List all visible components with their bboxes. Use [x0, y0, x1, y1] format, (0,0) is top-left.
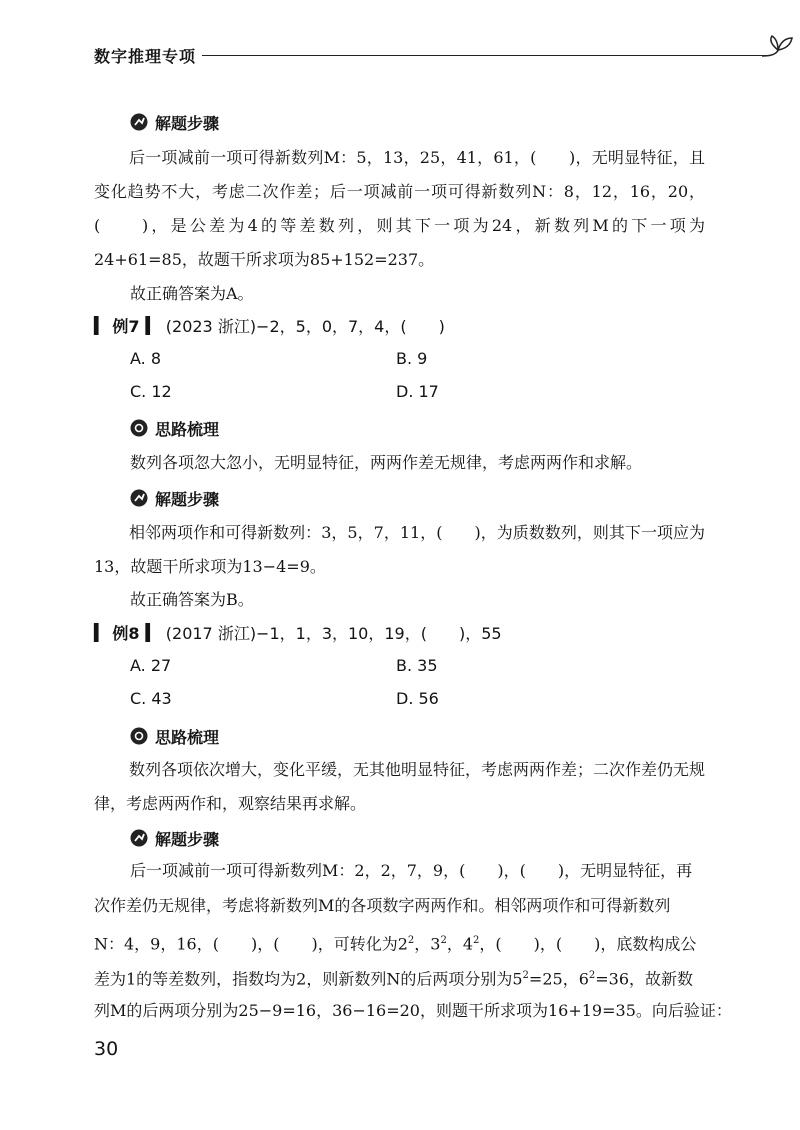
- thinking-text: 数列各项忽大忽小，无明显特征，两两作差无规律，考虑两两作和求解。: [130, 453, 643, 472]
- example-8-question: ▍ 例8 ▍ (2017 浙江)−1，1，3，10，19，( )，55: [94, 622, 502, 643]
- page-number: 30: [94, 1038, 119, 1060]
- option-d: D. 56: [396, 689, 439, 708]
- option-b: B. 9: [396, 349, 428, 368]
- solution-line: 后一项减前一项可得新数列M：2，2，7，9，( )，( )，无明显特征，再: [130, 861, 693, 880]
- example-7-question: ▍ 例7 ▍ (2023 浙江)−2，5，0，7，4，( ): [94, 315, 445, 336]
- header-rule: [202, 55, 767, 56]
- thinking-text: 数列各项依次增大，变化平缓，无其他明显特征，考虑两两作差；二次作差仍无规律，考虑两两作和，观察结果再求解。: [94, 760, 706, 813]
- answer-line: 故正确答案为A。: [130, 284, 254, 303]
- solution-line: 次作差仍无规律，考虑将新数列M的各项数字两两作和。相邻两项作和可得新数列: [94, 896, 671, 915]
- option-b: B. 35: [396, 656, 438, 675]
- steps-icon: [130, 829, 148, 847]
- solution-line: N：4，9，16，( )，( )，可转化为$2^2$，$3^2$，$4^2$，( )，( )，底数构成公: [94, 934, 697, 954]
- option-c: C. 43: [130, 689, 172, 708]
- gear-icon: [130, 727, 148, 745]
- solution-paragraph: 相邻两项作和可得新数列：3，5，7，11，( )，为质数数列，则其下一项应为13，故题干所求项为13−4=9。: [94, 523, 705, 576]
- gear-icon: [130, 419, 148, 437]
- header-title: 数字推理专项: [94, 47, 197, 66]
- solution-steps-heading: 解题步骤: [130, 826, 219, 850]
- solution-steps-heading: 解题步骤: [130, 486, 219, 510]
- sprout-icon: [758, 32, 798, 64]
- solution-line: 差为1的等差数列，指数均为2，则新数列N的后两项分别为$5^2=25$，$6^2=36$，故新数: [94, 969, 694, 989]
- running-header: [94, 40, 714, 68]
- solution-steps-heading: 解题步骤: [130, 110, 219, 134]
- solution-line: 列M的后两项分别为25−9=16，36−16=20，则题干所求项为16+19=35。向后验证：: [94, 1001, 732, 1020]
- option-d: D. 17: [396, 382, 439, 401]
- answer-line: 故正确答案为B。: [130, 590, 254, 609]
- thinking-heading: 思路梳理: [130, 724, 219, 748]
- option-a: A. 8: [130, 349, 162, 368]
- option-a: A. 27: [130, 656, 172, 675]
- steps-icon: [130, 489, 148, 507]
- solution-paragraph: 后一项减前一项可得新数列M：5，13，25，41，61，( )，无明显特征，且变化趋势不大，考虑二次作差；后一项减前一项可得新数列N：8，12，16，20，( )，是公差为4的等差数列，则其下一项为24，新数列M的下一项为24+61=85，故题干所求项为85+152=237。: [94, 148, 705, 269]
- steps-icon: [130, 113, 148, 131]
- thinking-heading: 思路梳理: [130, 416, 219, 440]
- option-c: C. 12: [130, 382, 172, 401]
